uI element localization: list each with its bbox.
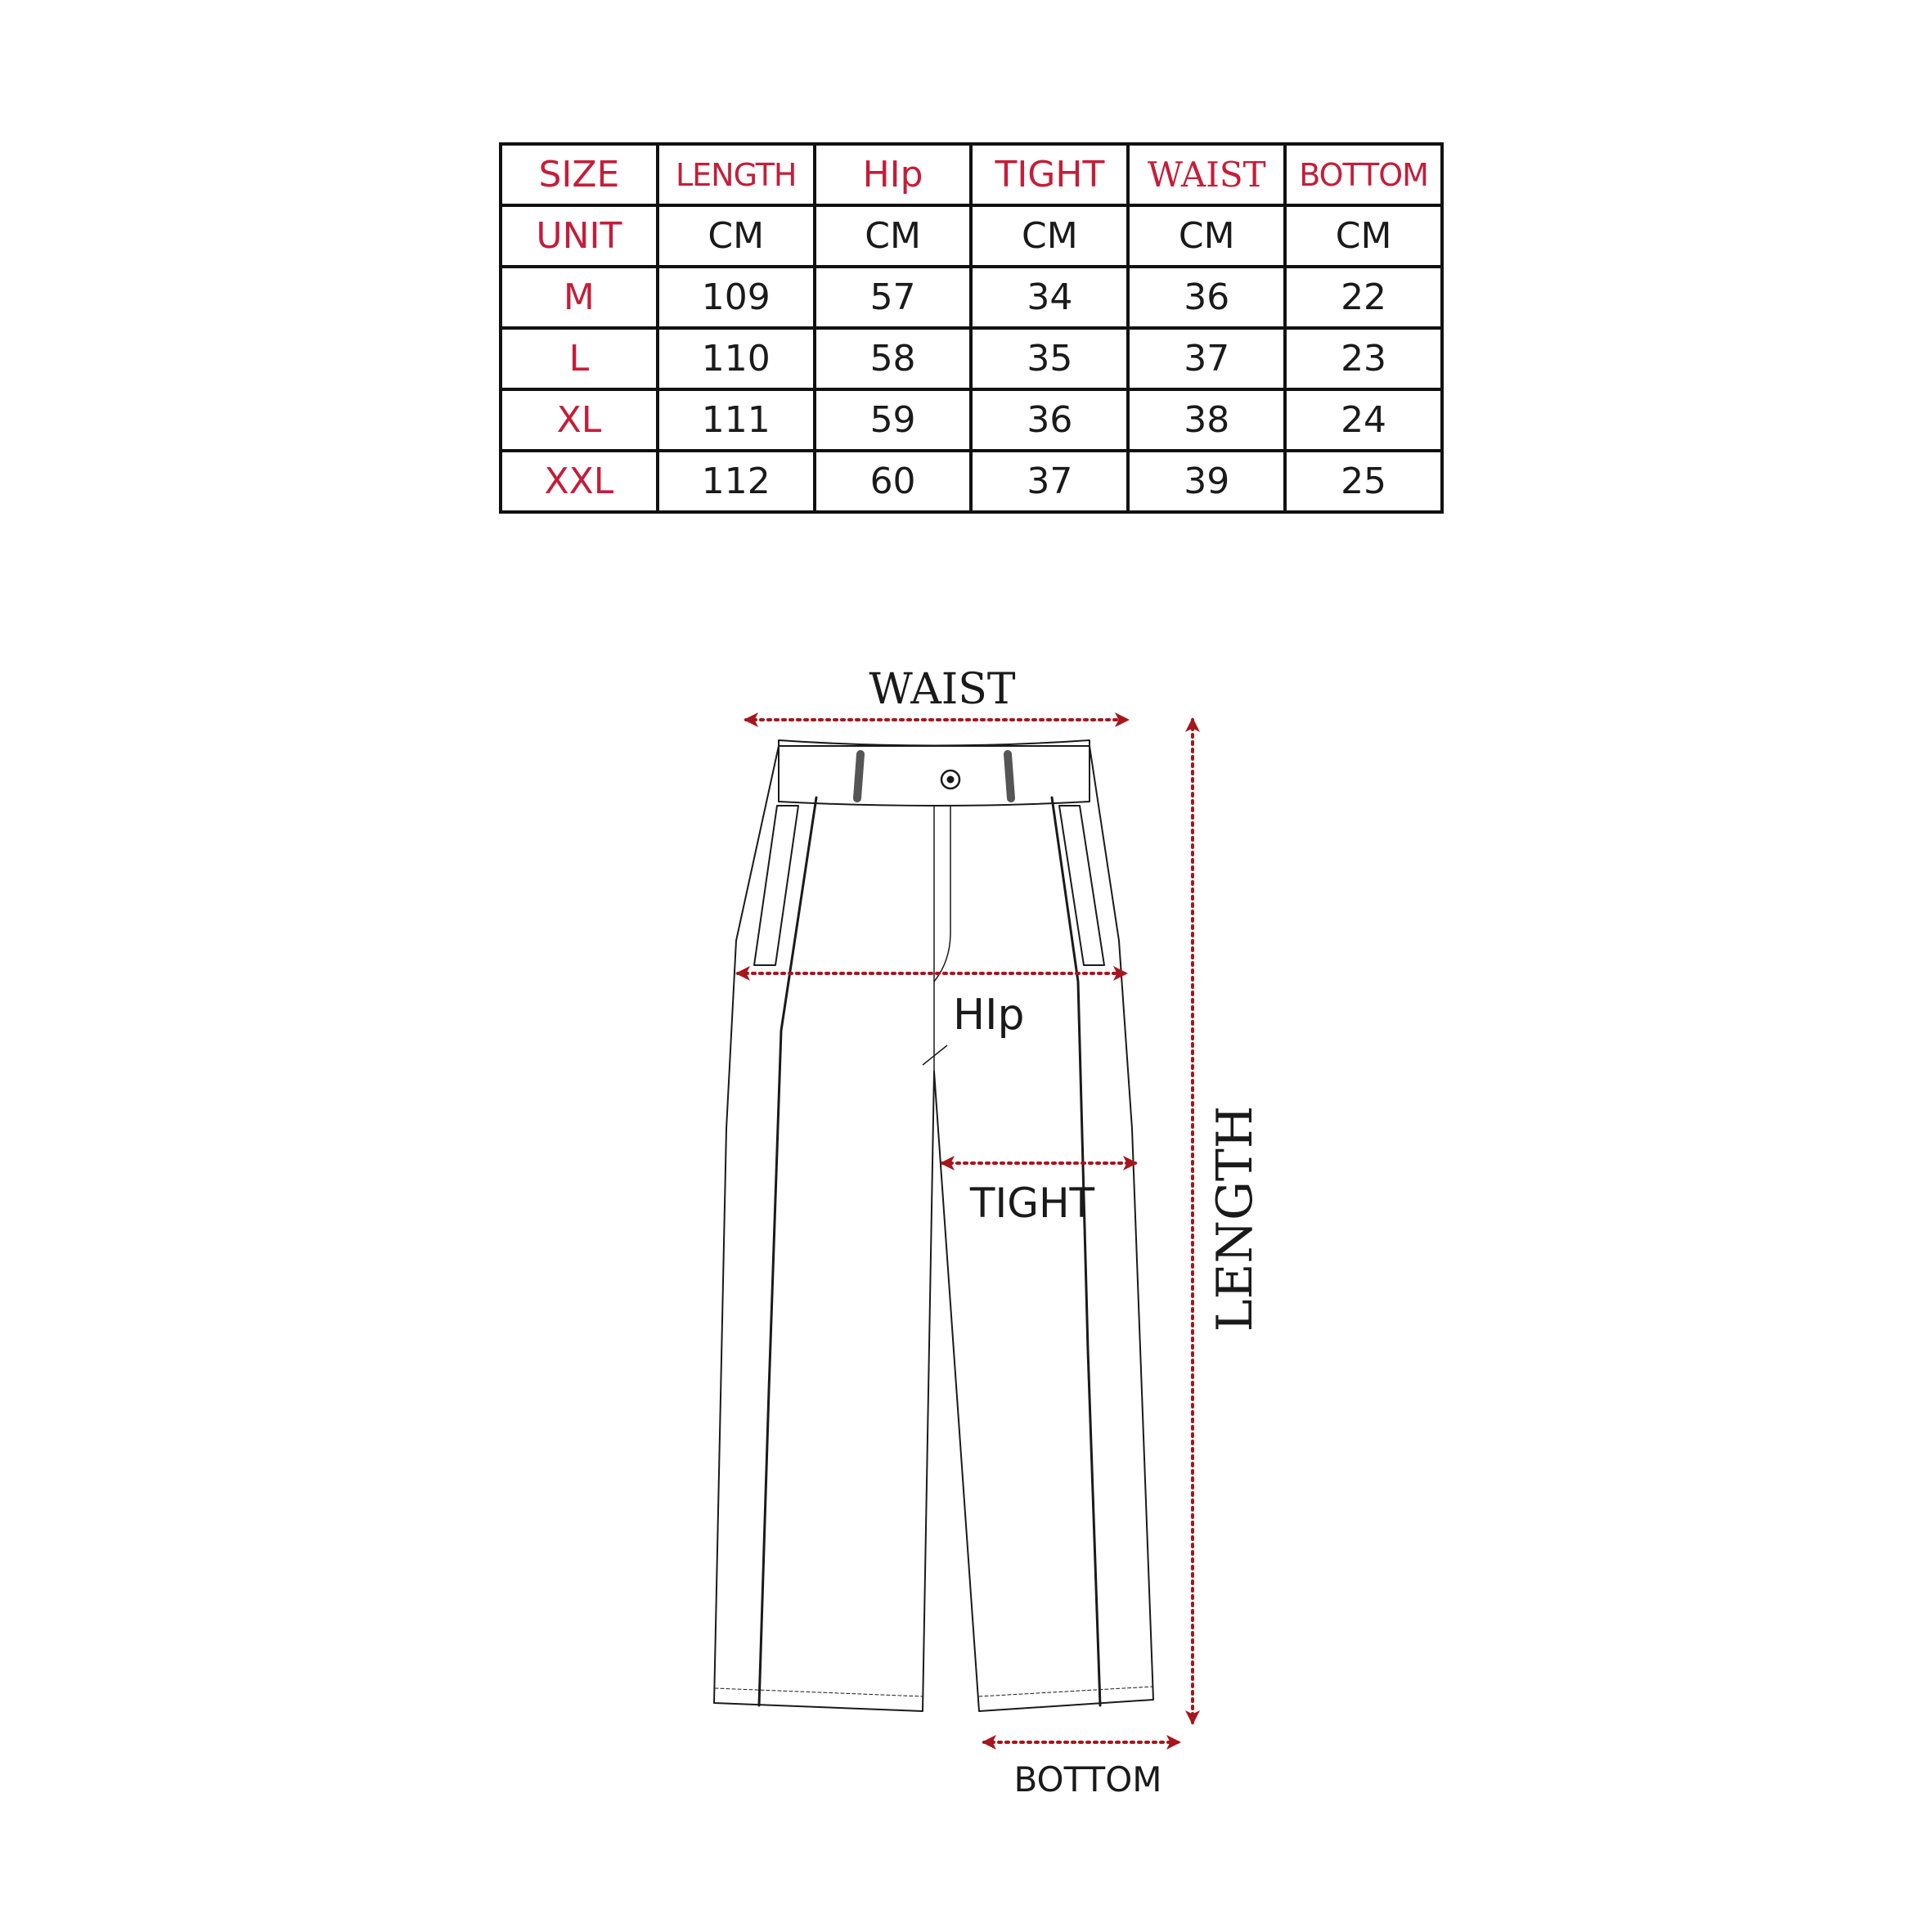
unit-cell: CM xyxy=(1285,205,1442,267)
value-cell: 59 xyxy=(815,389,972,451)
value-cell: 37 xyxy=(971,451,1128,512)
value-cell: 111 xyxy=(658,389,815,451)
belt-loop-left xyxy=(857,754,860,798)
value-cell: 109 xyxy=(658,267,815,328)
value-cell: 110 xyxy=(658,328,815,389)
value-cell: 35 xyxy=(971,328,1128,389)
tight-label: TIGHT xyxy=(969,1179,1095,1227)
header-tight: TIGHT xyxy=(971,144,1128,205)
value-cell: 39 xyxy=(1128,451,1285,512)
right-pocket xyxy=(1059,806,1104,965)
size-cell: L xyxy=(501,328,658,389)
value-cell: 58 xyxy=(815,328,972,389)
left-side-seam xyxy=(759,798,816,1705)
value-cell: 60 xyxy=(815,451,972,512)
value-cell: 36 xyxy=(971,389,1128,451)
fly-line xyxy=(934,806,950,982)
unit-cell: CM xyxy=(658,205,815,267)
value-cell: 57 xyxy=(815,267,972,328)
unit-cell: CM xyxy=(1128,205,1285,267)
value-cell: 24 xyxy=(1285,389,1442,451)
unit-label: UNIT xyxy=(501,205,658,267)
right-hem-stitch xyxy=(979,1687,1152,1696)
header-length: LENGTH xyxy=(658,144,815,205)
left-hem-stitch xyxy=(715,1688,923,1696)
belt-loop-right xyxy=(1008,754,1011,798)
header-waist: WAIST xyxy=(1128,144,1285,205)
waistband-outline xyxy=(779,740,1090,806)
value-cell: 22 xyxy=(1285,267,1442,328)
hip-pointer-line xyxy=(923,1045,947,1065)
value-cell: 36 xyxy=(1128,267,1285,328)
value-cell: 38 xyxy=(1128,389,1285,451)
button-center xyxy=(947,776,954,783)
size-cell: XL xyxy=(501,389,658,451)
header-bottom: BOTTOM xyxy=(1285,144,1442,205)
unit-cell: CM xyxy=(971,205,1128,267)
bottom-label: BOTTOM xyxy=(1013,1759,1162,1799)
value-cell: 34 xyxy=(971,267,1128,328)
value-cell: 23 xyxy=(1285,328,1442,389)
value-cell: 112 xyxy=(658,451,815,512)
length-label: LENGTH xyxy=(1206,1105,1264,1332)
size-cell: M xyxy=(501,267,658,328)
waist-label: WAIST xyxy=(869,665,1016,714)
header-hip: HIp xyxy=(815,144,972,205)
hip-label: HIp xyxy=(953,991,1025,1040)
unit-cell: CM xyxy=(815,205,972,267)
value-cell: 25 xyxy=(1285,451,1442,512)
value-cell: 37 xyxy=(1128,328,1285,389)
size-cell: XXL xyxy=(501,451,658,512)
right-side-seam xyxy=(1052,798,1100,1705)
header-size: SIZE xyxy=(501,144,658,205)
